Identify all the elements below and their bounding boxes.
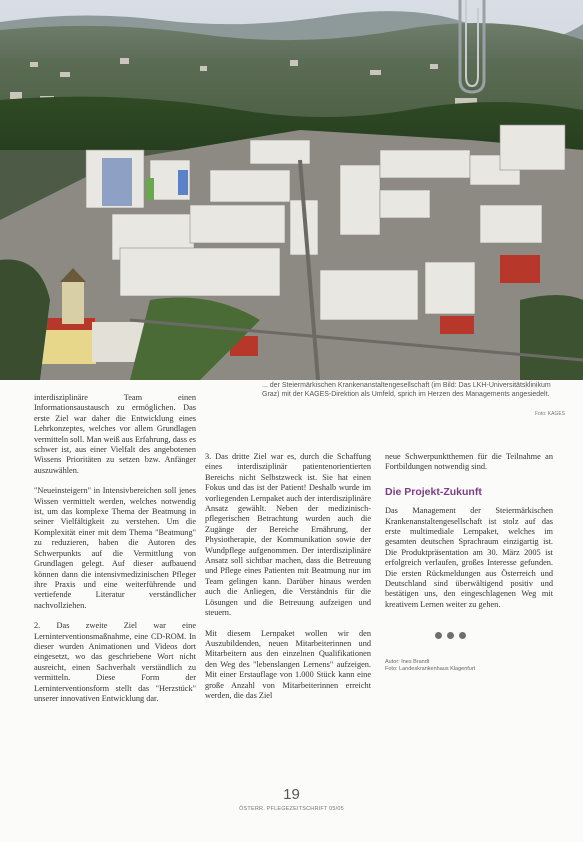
page-footer: ÖSTERR. PFLEGEZEITSCHRIFT 05/05 (239, 806, 344, 812)
paragraph: interdisziplinäre Team einen Informationsaustausch zu ermöglichen. Das erste Ziel war daher die Entwicklung eines Lehrkonzeptes, welches vor allem Grundlagen vermitteln soll. Man weiß aus Erfahrung, dass es schwer ist, aus einer Vielfalt des angebotenen Wissens Prioritäten zu setzen bzw. Anfänger auszuwählen. (34, 393, 196, 475)
paragraph: Mit diesem Lernpaket wollen wir den Auszubildenden, neuen Mitarbeiterinnen und Mitarbeitern aus den einzelnen Qualifikationen den Weg des "lebenslangen Lernens" aufzeigen. Mit einer Erstauflage von 1.000 Stück kann eine große Anzahl von Mitarbeiterinnen erreicht werden, die das Ziel (205, 628, 371, 700)
text-column-2 (205, 452, 371, 711)
dot-icon (435, 632, 442, 639)
photo-credit: Foto: KAGES (534, 411, 565, 417)
text-column-1 (34, 393, 196, 714)
photo-source-line: Foto: Landeskrankenhaus Klagenfurt (385, 666, 476, 673)
paragraph: Das Management der Steiermärkischen Krankenanstaltengesellschaft ist stolz auf das erste multimediale Lernpaket, welches im gesamten deutschen Sprachraum einzigartig ist. Die Produktpräsentation am 30. März 2005 ist erfolgreich verlaufen, großes Interesse gefunden. Die ersten Rückmeldungen aus Österreich und Deutschland sind überwältigend positiv und bestätigen uns, den eingeschlagenen Weg mit kreativem Lernen weiter zu gehen. (385, 506, 553, 609)
author-info (385, 659, 553, 673)
photo-caption: ... der Steiermärkischen Krankenanstaltengesellschaft (im Bild: Das LKH-Universitätsklinikum Graz) mit der KAGES-Direktion als Umfeld, sprich im Herzen des Managements angesiedelt. (262, 382, 551, 398)
aerial-photo (0, 0, 583, 380)
section-heading: Die Projekt-Zukunft (385, 485, 482, 498)
paragraph: neue Schwerpunktthemen für die Teilnahme an Fortbildungen notwendig sind. (385, 452, 553, 472)
dot-icon (459, 632, 466, 639)
paragraph: 2. Das zweite Ziel war eine Lerninterventionsmaßnahme, eine CD-ROM. In dieser wurden Animationen und Videos dort eingesetzt, wo das geschriebene Wort nicht ausreicht, einen Sachverhalt verständlich zu vermitteln. Diese Form der Lerninterventionsform stellt das "Herzstück" unserer innovativen Entwicklung dar. (34, 621, 196, 703)
author-line: Autor: Ines Brandt (385, 659, 430, 666)
paragraph: 3. Das dritte Ziel war es, durch die Schaffung eines interdisziplinär patientenorientierten Bereichs nicht Selbstzweck ist. Sie hat einen Fokus und das ist der Patient! Deshalb wurde im vorliegenden Lernpaket auch der interdisziplinäre Ansatz gewählt. Neben der medizinisch-pflegerischen Betrachtung wurden auch die Zugänge der Bereiche Ernährung, der Physiotherapie, der Kommunikation sowie der Wundpflege aufgenommen. Der interdisziplinäre Ansatz soll sichtbar machen, dass die Betreuung und Pflege eines Patienten mit Beatmung nur im Team gelingen kann. Darüber hinaus werden auch die Anliegen, die Verständnis für die Lösungen und die Betreuung aufzeigen und steuern. (205, 452, 371, 618)
page-number: 19 (283, 786, 300, 803)
end-mark-icon (435, 632, 553, 639)
paragraph: "Neueinsteigern" in Intensivbereichen soll jenes Wissen vermittelt werden, welches notwendig ist, um das komplexe Thema der Beatmung in seiner Vielfältigkeit zu verstehen. Um die Komplexität einer mit dem Thema "Beatmung" zu reduzieren, haben die Autoren des Schwerpunkts auf die Vermittlung von Grundlagen gelegt. Auf dieser aufbauend können dann die intensivmedizinischen Pfleger ihre Praxis und eine weiterführende und vertiefende Literatur verständlicher nachvollziehen. (34, 486, 196, 610)
aerial-hospital-photo-icon (0, 0, 583, 380)
text-column-3 (385, 452, 553, 673)
dot-icon (447, 632, 454, 639)
